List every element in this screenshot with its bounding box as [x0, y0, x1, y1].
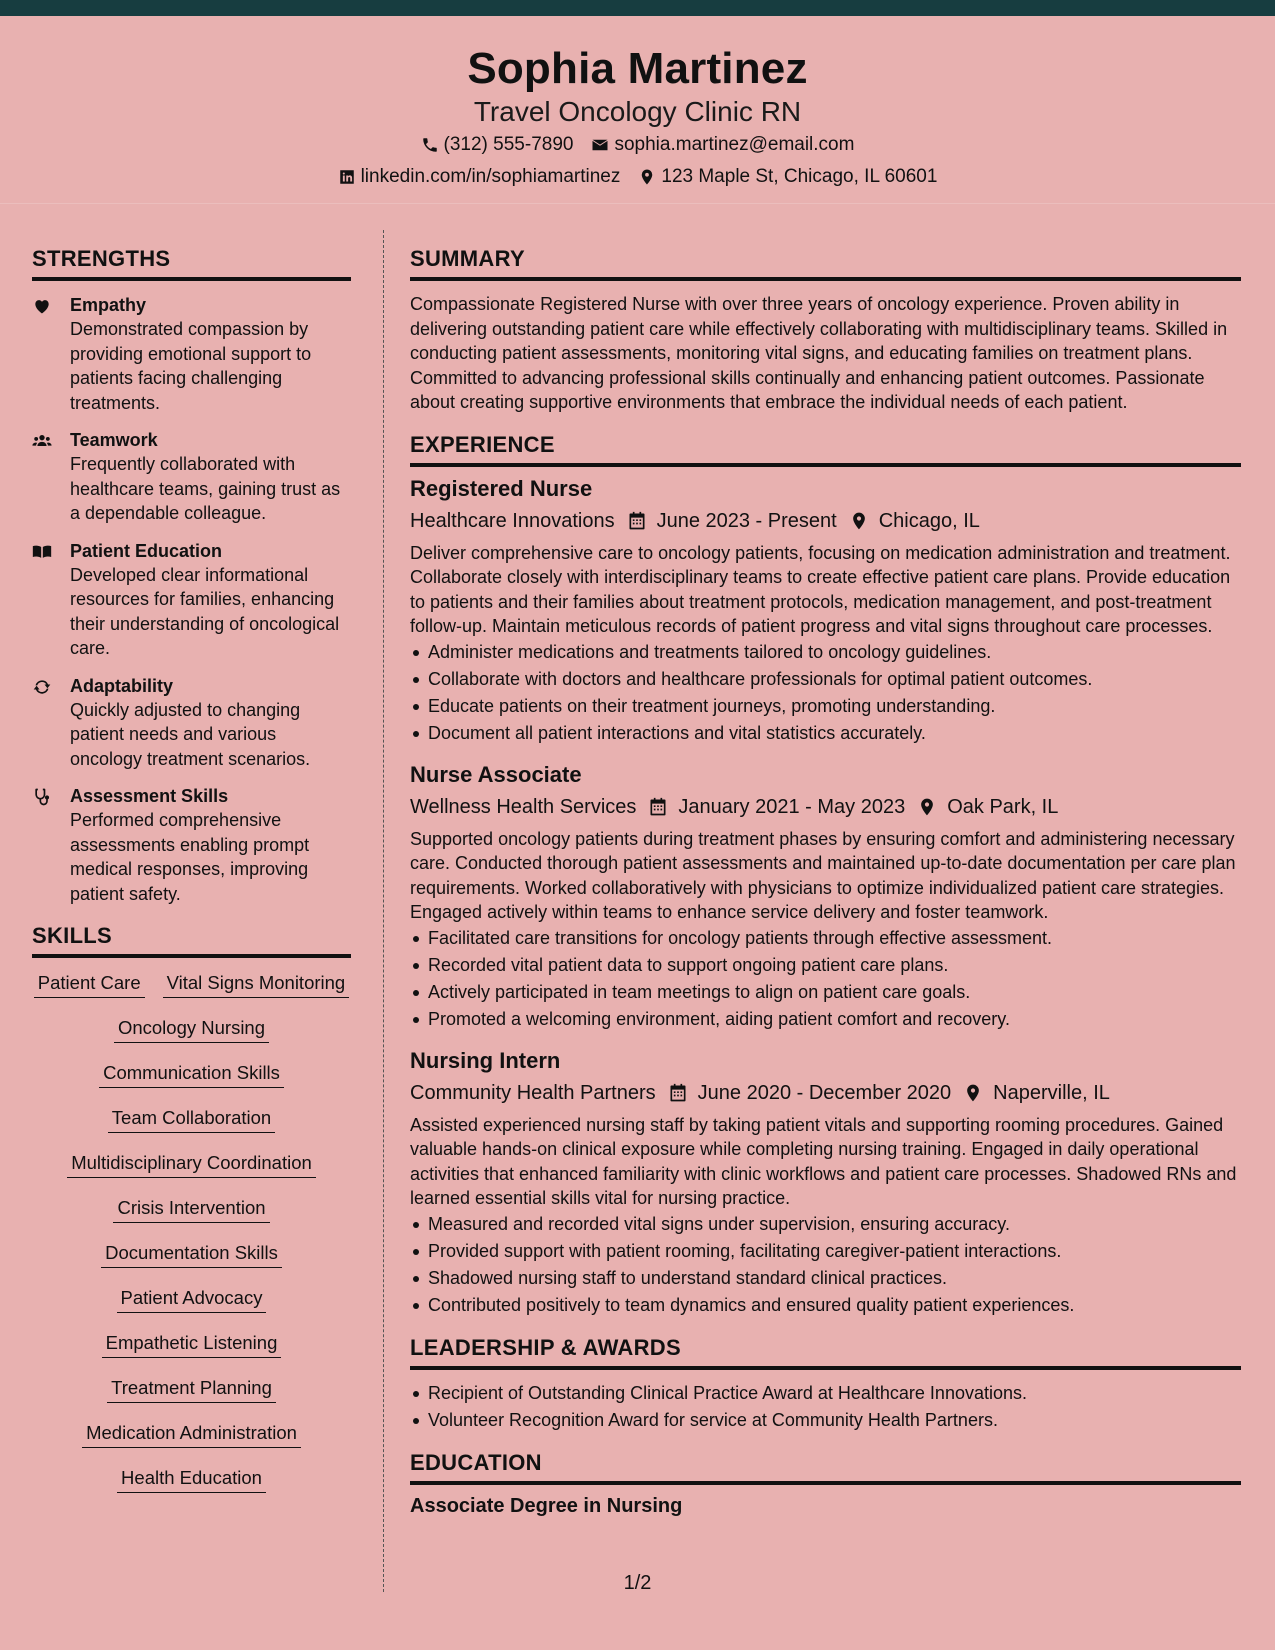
strengths-list	[32, 293, 351, 906]
skill-tag: Medication Administration	[82, 1418, 301, 1448]
job-bullet: Recorded vital patient data to support ongoing patient care plans.	[410, 952, 1241, 979]
skill-tag: Health Education	[117, 1463, 266, 1493]
strengths-heading: STRENGTHS	[32, 246, 351, 281]
job-bullet: Facilitated care transitions for oncology patients through effective assessment.	[410, 925, 1241, 952]
job-title: Nursing Intern	[410, 1047, 561, 1073]
job-description: Assisted experienced nursing staff by taking patient vitals and supporting rooming procedures. Gained valuable hands-on clinical exposure while completing nursing training. Engaged in daily operational activities that enhanced familiarity with clinic workflows and patient care processes. Shadowed RNs and learned essential skills vital for nursing practice.	[410, 1114, 1237, 1208]
job-bullets	[410, 639, 1241, 747]
job-meta	[410, 507, 1241, 535]
job-location: Naperville, IL	[993, 1081, 1110, 1104]
phone-text: (312) 555-7890	[443, 134, 574, 155]
job-bullet: Actively participated in team meetings to align on patient care goals.	[410, 979, 1241, 1006]
job-location: Oak Park, IL	[947, 795, 1059, 818]
degree-title: Associate Degree in Nursing	[410, 1494, 683, 1517]
job-company: Healthcare Innovations	[410, 509, 615, 532]
resume-header	[0, 16, 1275, 204]
contact-row-2	[0, 166, 1275, 188]
page-number: 1/2	[623, 1572, 652, 1594]
job-bullet: Document all patient interactions and vital statistics accurately.	[410, 720, 1241, 747]
location-pin-icon	[638, 168, 656, 186]
strength-item	[32, 293, 351, 415]
job-title: Nurse Associate	[410, 761, 582, 787]
column-divider	[383, 230, 384, 1592]
strength-title: Teamwork	[70, 430, 158, 450]
top-accent-bar	[0, 0, 1275, 16]
skill-tag: Communication Skills	[99, 1058, 284, 1088]
skill-tag: Treatment Planning	[107, 1373, 276, 1403]
job-company: Wellness Health Services	[410, 795, 637, 818]
job-bullet: Administer medications and treatments tailored to oncology guidelines.	[410, 639, 1241, 666]
summary-heading: SUMMARY	[410, 246, 1241, 281]
email-text: sophia.martinez@email.com	[614, 134, 855, 155]
calendar-icon	[627, 511, 647, 531]
job-dates: January 2021 - May 2023	[678, 795, 906, 818]
book-icon	[32, 542, 52, 562]
strength-title: Assessment Skills	[70, 786, 229, 806]
phone-contact[interactable]	[421, 134, 574, 156]
job-entry	[410, 475, 1241, 747]
right-column	[410, 246, 1241, 1518]
job-meta	[410, 1079, 1241, 1107]
strength-title: Patient Education	[70, 540, 223, 561]
job-meta	[410, 793, 1241, 821]
job-company: Community Health Partners	[410, 1081, 656, 1104]
job-bullets	[410, 1211, 1241, 1319]
leadership-list	[410, 1380, 1241, 1434]
job-bullet: Educate patients on their treatment journeys, promoting understanding.	[410, 693, 1241, 720]
address-text: 123 Maple St, Chicago, IL 60601	[661, 166, 938, 187]
job-bullet: Promoted a welcoming environment, aiding patient comfort and recovery.	[410, 1006, 1241, 1033]
skill-tag: Vital Signs Monitoring	[163, 968, 350, 998]
award-item: Recipient of Outstanding Clinical Practice Award at Healthcare Innovations.	[410, 1380, 1241, 1407]
job-bullet: Provided support with patient rooming, facilitating caregiver-patient interactions.	[410, 1238, 1241, 1265]
job-description: Deliver comprehensive care to oncology patients, focusing on medication administration and treatment. Collaborate closely with interdisciplinary teams to create effective patient care plans. Provide education to patients and their families about treatment protocols, medication management, and post-treatment follow-up. Maintain meticulous records of patient progress and vital signs throughout care processes.	[410, 542, 1231, 636]
job-entry	[410, 1047, 1241, 1319]
leadership-heading: LEADERSHIP & AWARDS	[410, 1335, 1241, 1370]
job-dates: June 2020 - December 2020	[697, 1081, 952, 1104]
job-title: Registered Nurse	[410, 475, 593, 501]
job-location: Chicago, IL	[878, 509, 980, 532]
strength-item	[32, 784, 351, 906]
linkedin-contact[interactable]	[338, 166, 621, 188]
location-pin-icon	[849, 511, 869, 531]
job-bullets	[410, 925, 1241, 1033]
strength-item	[32, 539, 351, 661]
envelope-icon	[591, 136, 609, 154]
skill-tag: Multidisciplinary Coordination	[67, 1148, 316, 1178]
strength-desc: Developed clear informational resources for families, enhancing their understanding of oncological care.	[70, 564, 340, 658]
summary-text: Compassionate Registered Nurse with over three years of oncology experience. Proven ability in delivering outstanding patient care while effectively collaborating with multidisciplinary teams. Skilled in conducting patient assessments, monitoring vital signs, and educating families on treatment plans. Committed to advancing professional skills continually and enhancing patient outcomes. Passionate about creating supportive environments that embrace the individual needs of each patient.	[410, 294, 1228, 412]
skill-tag: Patient Care	[34, 968, 145, 998]
skill-tag: Empathetic Listening	[102, 1328, 282, 1358]
job-description: Supported oncology patients during treatment phases by ensuring comfort and administering necessary care. Conducted thorough patient assessments and maintained up-to-date documentation per care plan requirements. Worked collaboratively with physicians to optimize individualized patient care strategies. Engaged actively within teams to enhance service delivery and foster teamwork.	[410, 828, 1236, 922]
sync-icon	[32, 677, 52, 697]
strength-desc: Performed comprehensive assessments enabling prompt medical responses, improving patient safety.	[70, 810, 310, 904]
strength-title: Empathy	[70, 295, 147, 315]
strength-desc: Demonstrated compassion by providing emotional support to patients facing challenging treatments.	[70, 319, 312, 413]
calendar-icon	[668, 1083, 688, 1103]
people-icon	[32, 431, 52, 451]
skill-tag: Team Collaboration	[108, 1103, 275, 1133]
phone-icon	[421, 136, 439, 154]
job-bullet: Shadowed nursing staff to understand standard clinical practices.	[410, 1265, 1241, 1292]
linkedin-text: linkedin.com/in/sophiamartinez	[360, 166, 621, 187]
skill-tag: Documentation Skills	[101, 1238, 282, 1268]
heart-icon	[32, 296, 52, 316]
job-dates: June 2023 - Present	[656, 509, 837, 532]
contact-row-1	[0, 134, 1275, 156]
job-bullet: Measured and recorded vital signs under supervision, ensuring accuracy.	[410, 1211, 1241, 1238]
job-entry	[410, 761, 1241, 1033]
strength-item	[32, 428, 351, 526]
award-item: Volunteer Recognition Award for service at Community Health Partners.	[410, 1407, 1241, 1434]
strength-desc: Frequently collaborated with healthcare teams, gaining trust as a dependable colleague.	[70, 454, 341, 523]
email-contact[interactable]	[591, 134, 854, 156]
experience-heading: EXPERIENCE	[410, 432, 1241, 467]
linkedin-icon	[338, 168, 356, 186]
left-column	[32, 246, 351, 1508]
address-contact	[638, 166, 937, 188]
skill-tag: Patient Advocacy	[117, 1283, 267, 1313]
strength-desc: Quickly adjusted to changing patient needs and various oncology treatment scenarios.	[70, 699, 311, 769]
skills-list	[32, 968, 351, 1508]
skill-tag: Crisis Intervention	[113, 1193, 269, 1223]
stethoscope-icon	[32, 787, 52, 807]
strength-title: Adaptability	[70, 675, 174, 696]
job-bullet: Contributed positively to team dynamics and ensured quality patient experiences.	[410, 1292, 1241, 1319]
location-pin-icon	[917, 797, 937, 817]
job-bullet: Collaborate with doctors and healthcare professionals for optimal patient outcomes.	[410, 666, 1241, 693]
education-heading: EDUCATION	[410, 1450, 1241, 1485]
skill-tag: Oncology Nursing	[114, 1013, 269, 1043]
location-pin-icon	[963, 1083, 983, 1103]
calendar-icon	[648, 797, 668, 817]
candidate-title: Travel Oncology Clinic RN	[473, 96, 802, 127]
skills-heading: SKILLS	[32, 923, 351, 958]
strength-item	[32, 674, 351, 772]
candidate-name: Sophia Martinez	[467, 44, 808, 93]
